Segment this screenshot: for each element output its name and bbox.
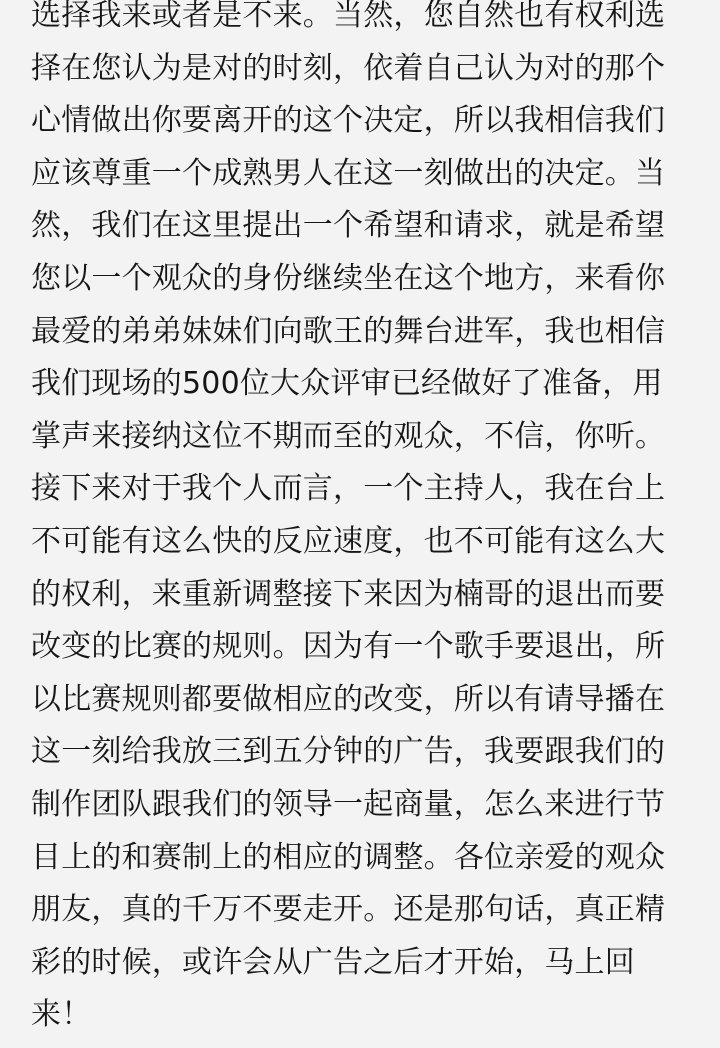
text-line: 心情做出你要离开的这个决定，所以我相信我们	[31, 103, 666, 139]
text-line: 最爱的弟弟妹妹们向歌王的舞台进军，我也相信	[31, 313, 666, 349]
text-line: 彩的时候，或许会从广告之后才开始，马上回	[31, 944, 635, 980]
text-line: 选择我来或者是不来。当然，您自然也有权利选	[31, 0, 666, 33]
text-line: 我们现场的500位大众评审已经做好了准备，用	[31, 366, 663, 402]
text-line: 您以一个观众的身份继续坐在这个地方，来看你	[31, 260, 666, 296]
text-line: 改变的比赛的规则。因为有一个歌手要退出，所	[31, 629, 666, 665]
text-line: 的权利，来重新调整接下来因为楠哥的退出而要	[31, 576, 666, 612]
text-line: 朋友，真的千万不要走开。还是那句话，真正精	[31, 892, 666, 928]
text-line: 不可能有这么快的反应速度，也不可能有这么大	[31, 523, 666, 559]
text-line: 择在您认为是对的时刻，依着自己认为对的那个	[31, 50, 666, 86]
body-paragraph	[31, 0, 700, 1048]
text-line: 目上的和赛制上的相应的调整。各位亲爱的观众	[31, 839, 666, 875]
text-line: 制作团队跟我们的领导一起商量，怎么来进行节	[31, 786, 666, 822]
text-line: 接下来对于我个人而言，一个主持人，我在台上	[31, 471, 666, 507]
text-line: 应该尊重一个成熟男人在这一刻做出的决定。当	[31, 155, 666, 191]
text-line: 以比赛规则都要做相应的改变，所以有请导播在	[31, 681, 666, 717]
text-line: 来！	[31, 997, 92, 1033]
text-line: 这一刻给我放三到五分钟的广告，我要跟我们的	[31, 734, 666, 770]
text-line: 然，我们在这里提出一个希望和请求，就是希望	[31, 208, 666, 244]
text-line: 掌声来接纳这位不期而至的观众，不信，你听。	[31, 418, 666, 454]
